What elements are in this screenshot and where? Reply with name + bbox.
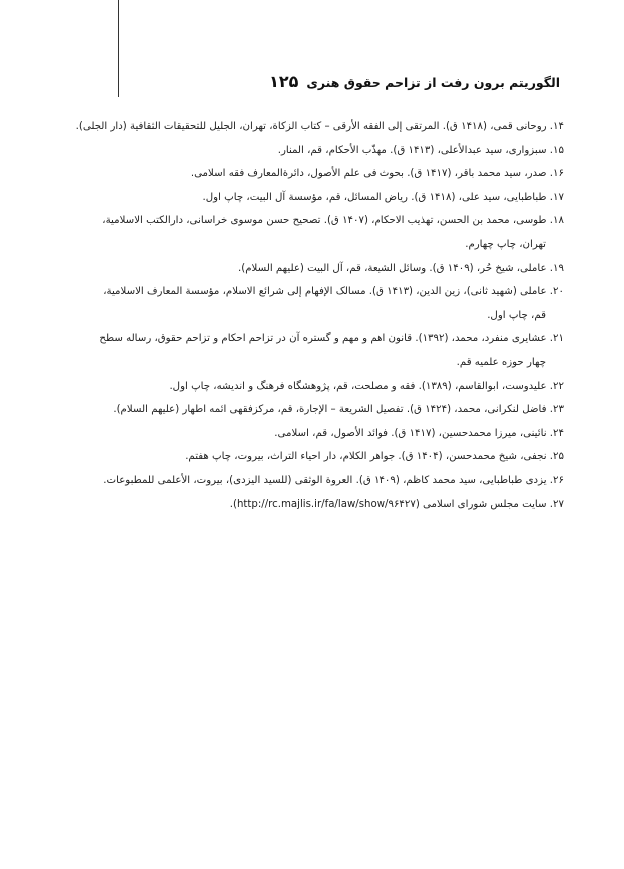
- reference-item: [52, 257, 564, 281]
- reference-item: [52, 375, 564, 399]
- reference-continuation: قم، چاپ اول.: [487, 309, 546, 321]
- reference-number: ۲۴.: [549, 427, 564, 439]
- running-title: الگوریتم برون رفت از تزاحم حقوق هنری: [306, 75, 560, 90]
- reference-text: صدر، سید محمد باقر، (۱۴۱۷ ق). بحوث فی علم الأصول، دائرةالمعارف فقه اسلامی.: [190, 168, 547, 180]
- reference-item: [52, 162, 564, 186]
- reference-item: [52, 469, 564, 493]
- reference-number: ۲۰.: [549, 286, 564, 298]
- reference-text: علیدوست، ابوالقاسم، (۱۳۸۹). فقه و مصلحت، قم، پژوهشگاه فرهنگ و اندیشه، چاپ اول.: [169, 380, 547, 392]
- reference-item: [52, 186, 564, 210]
- reference-text: سایت مجلس شورای اسلامی (http://rc.majlis.ir/fa/law/show/۹۶۴۲۷).: [229, 498, 547, 510]
- reference-item: [52, 493, 564, 517]
- reference-text: سبزواری، سید عبدالأعلی، (۱۴۱۳ ق). مهذّب الأحکام، قم، المنار.: [277, 144, 547, 156]
- reference-continuation: چهار حوزه علمیه قم.: [456, 356, 546, 368]
- reference-number: ۱۵.: [549, 144, 564, 156]
- reference-item: [52, 445, 564, 469]
- reference-number: ۱۸.: [549, 215, 564, 227]
- reference-text: فاضل لنکرانی، محمد، (۱۴۲۴ ق). تفصیل الشریعة – الإجارة، قم، مرکزفقهی ائمه اطهار (علیهم السلام).: [113, 404, 547, 416]
- reference-number: ۲۶.: [549, 474, 564, 486]
- reference-item: [52, 209, 564, 256]
- reference-number: ۲۱.: [549, 333, 564, 345]
- reference-continuation: تهران، چاپ چهارم.: [465, 238, 546, 250]
- reference-number: ۱۹.: [549, 262, 564, 274]
- reference-text: نجفی، شیخ محمدحسن، (۱۴۰۴ ق). جواهر الکلام، دار احیاء التراث، بیروت، چاپ هفتم.: [185, 451, 547, 463]
- reference-text: طباطبایی، سید علی، (۱۴۱۸ ق). ریاض المسائل، قم، مؤسسة آل البیت، چاپ اول.: [202, 191, 547, 203]
- reference-item: [52, 139, 564, 163]
- header-vertical-rule: [118, 0, 119, 97]
- reference-number: ۲۲.: [549, 380, 564, 392]
- reference-item: [52, 280, 564, 327]
- reference-number: ۱۶.: [549, 168, 564, 180]
- page-header: [269, 72, 560, 91]
- reference-text: عاملی، شیخ حُر، (۱۴۰۹ ق). وسائل الشیعة، قم، آل البیت (علیهم السلام).: [238, 262, 547, 274]
- reference-number: ۱۷.: [549, 191, 564, 203]
- reference-text: روحانی قمی، (۱۴۱۸ ق). المرتقی إلی الفقه الأرقی – کتاب الزکاة، تهران، الجلیل للتحقیقات الثقافیة (دار الجلی).: [75, 121, 547, 132]
- reference-text: نائینی، میرزا محمدحسین، (۱۴۱۷ ق). فوائد الأصول، قم، اسلامی.: [274, 427, 547, 439]
- page-number: ۱۲۵: [269, 72, 299, 91]
- reference-number: ۱۴.: [549, 121, 564, 132]
- reference-item: [52, 398, 564, 422]
- reference-text: طوسی، محمد بن الحسن، تهذیب الاحکام، (۱۴۰۷ ق). تصحیح حسن موسوی خراسانی، دارالکتب الاسلامیة،: [102, 215, 547, 227]
- reference-list: [52, 115, 564, 516]
- reference-text: عشایری منفرد، محمد، (۱۳۹۲). قانون اهم و مهم و گستره آن در تزاحم احکام و تزاحم حقوق، رساله سطح: [99, 333, 547, 345]
- reference-number: ۲۷.: [549, 498, 564, 510]
- reference-text: یزدی طباطبایی، سید محمد کاظم، (۱۴۰۹ ق). العروة الوثقی (للسید الیزدی)، بیروت، الأعلمی للمطبوعات.: [103, 474, 547, 486]
- reference-text: عاملی (شهید ثانی)، زین الدین، (۱۴۱۳ ق). مسالک الإفهام إلی شرائع الاسلام، مؤسسة المعارف الاسلامیة،: [103, 286, 547, 298]
- reference-item: [52, 422, 564, 446]
- reference-item: [52, 327, 564, 374]
- reference-number: ۲۵.: [549, 451, 564, 463]
- reference-item: [52, 115, 564, 139]
- reference-number: ۲۳.: [549, 404, 564, 416]
